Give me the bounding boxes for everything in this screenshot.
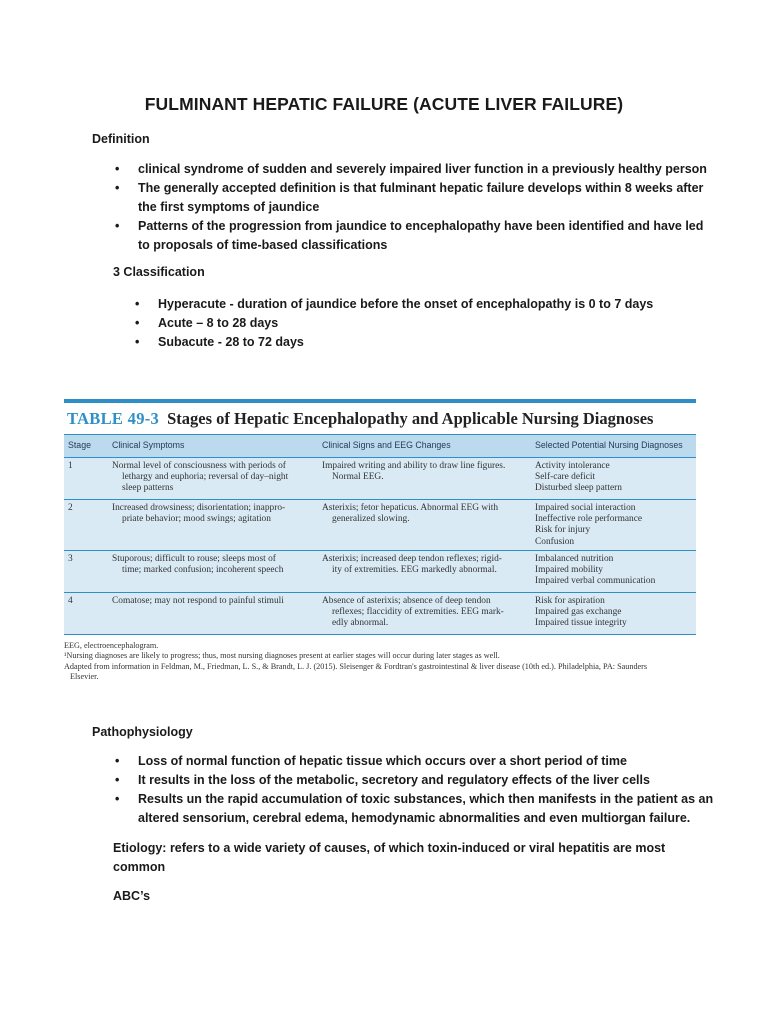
table-header-row: [64, 435, 696, 458]
column-header-stage: Stage: [64, 435, 108, 458]
table-caption: Stages of Hepatic Encephalopathy and Applicable Nursing Diagnoses: [167, 408, 654, 428]
list-item: • Patterns of the progression from jaundice to encephalopathy have been identified and have led to proposals of time-based classifications: [115, 217, 715, 255]
table-row: [64, 593, 696, 635]
table-footnote: ¹Nursing diagnoses are likely to progress; thus, most nursing diagnoses present at earlier stages will occur during later stages as well.: [64, 651, 500, 661]
definition-list: [115, 160, 715, 255]
stages-table-figure: [64, 399, 696, 682]
stage-cell: 4: [64, 593, 108, 635]
column-header-diagnoses: Selected Potential Nursing Diagnoses: [531, 435, 696, 458]
list-item: • Loss of normal function of hepatic tissue which occurs over a short period of time: [115, 752, 725, 771]
list-item: • Results un the rapid accumulation of toxic substances, which then manifests in the patient as an altered sensorium, cerebral edema, hemodynamic abnormalities and even multiorgan failure.: [115, 790, 725, 828]
signs-cell: Absence of asterixis; absence of deep tendon reflexes; flaccidity of extremities. EEG mark- edly abnormal.: [318, 593, 531, 635]
classification-heading: 3 Classification: [113, 265, 205, 279]
symptoms-cell: Comatose; may not respond to painful stimuli: [108, 593, 318, 635]
diagnoses-cell: Risk for aspiration Impaired gas exchange Impaired tissue integrity: [531, 593, 696, 635]
column-header-symptoms: Clinical Symptoms: [108, 435, 318, 458]
stage-cell: 2: [64, 500, 108, 551]
table-source: Adapted from information in Feldman, M., Friedman, L. S., & Brandt, L. J. (2015). Sleisenger & Fordtran's gastrointestinal & liver disease (10th ed.). Philadelphia, PA: Saunders: [64, 661, 648, 671]
page-title: FULMINANT HEPATIC FAILURE (ACUTE LIVER FAILURE): [144, 94, 624, 114]
table-source-continued: Elsevier.: [70, 671, 99, 681]
diagnoses-cell: Impaired social interaction Ineffective role performance Risk for injury Confusion: [531, 500, 696, 551]
etiology-paragraph: Etiology: refers to a wide variety of causes, of which toxin-induced or viral hepatitis are most common: [113, 841, 666, 874]
column-header-signs: Clinical Signs and EEG Changes: [318, 435, 531, 458]
list-item: • clinical syndrome of sudden and severely impaired liver function in a previously healthy person: [115, 160, 715, 179]
list-item: • The generally accepted definition is that fulminant hepatic failure develops within 8 weeks after the first symptoms of jaundice: [115, 179, 715, 217]
signs-cell: Impaired writing and ability to draw line figures. Normal EEG.: [318, 458, 531, 500]
definition-heading: Definition: [92, 132, 150, 146]
diagnoses-cell: Activity intolerance Self-care deficit Disturbed sleep pattern: [531, 458, 696, 500]
symptoms-cell: Increased drowsiness; disorientation; inappro- priate behavior; mood swings; agitation: [108, 500, 318, 551]
table-row: [64, 458, 696, 500]
list-item: • Hyperacute - duration of jaundice before the onset of encephalopathy is 0 to 7 days: [135, 295, 715, 314]
table-abbreviation-note: EEG, electroencephalogram.: [64, 641, 159, 650]
symptoms-cell: Stuporous; difficult to rouse; sleeps most of time; marked confusion; incoherent speech: [108, 551, 318, 593]
stage-cell: 3: [64, 551, 108, 593]
symptoms-cell: Normal level of consciousness with periods of lethargy and euphoria; reversal of day–night sleep patterns: [108, 458, 318, 500]
table-notes: [64, 641, 704, 682]
list-item: • Acute – 8 to 28 days: [135, 314, 715, 333]
stage-cell: 1: [64, 458, 108, 500]
list-item: • Subacute - 28 to 72 days: [135, 333, 715, 352]
pathophysiology-heading: Pathophysiology: [92, 725, 193, 739]
diagnoses-cell: Imbalanced nutrition Impaired mobility Impaired verbal communication: [531, 551, 696, 593]
table-number: TABLE 49-3: [67, 408, 160, 428]
table-title: [64, 403, 696, 434]
list-item: • It results in the loss of the metabolic, secretory and regulatory effects of the liver cells: [115, 771, 725, 790]
classification-list: [135, 295, 715, 352]
stages-table: [64, 434, 696, 635]
abcs-heading: ABC’s: [113, 889, 151, 903]
signs-cell: Asterixis; increased deep tendon reflexes; rigid- ity of extremities. EEG markedly abnormal.: [318, 551, 531, 593]
signs-cell: Asterixis; fetor hepaticus. Abnormal EEG with generalized slowing.: [318, 500, 531, 551]
table-row: [64, 500, 696, 551]
table-row: [64, 551, 696, 593]
pathophysiology-list: [115, 752, 725, 828]
